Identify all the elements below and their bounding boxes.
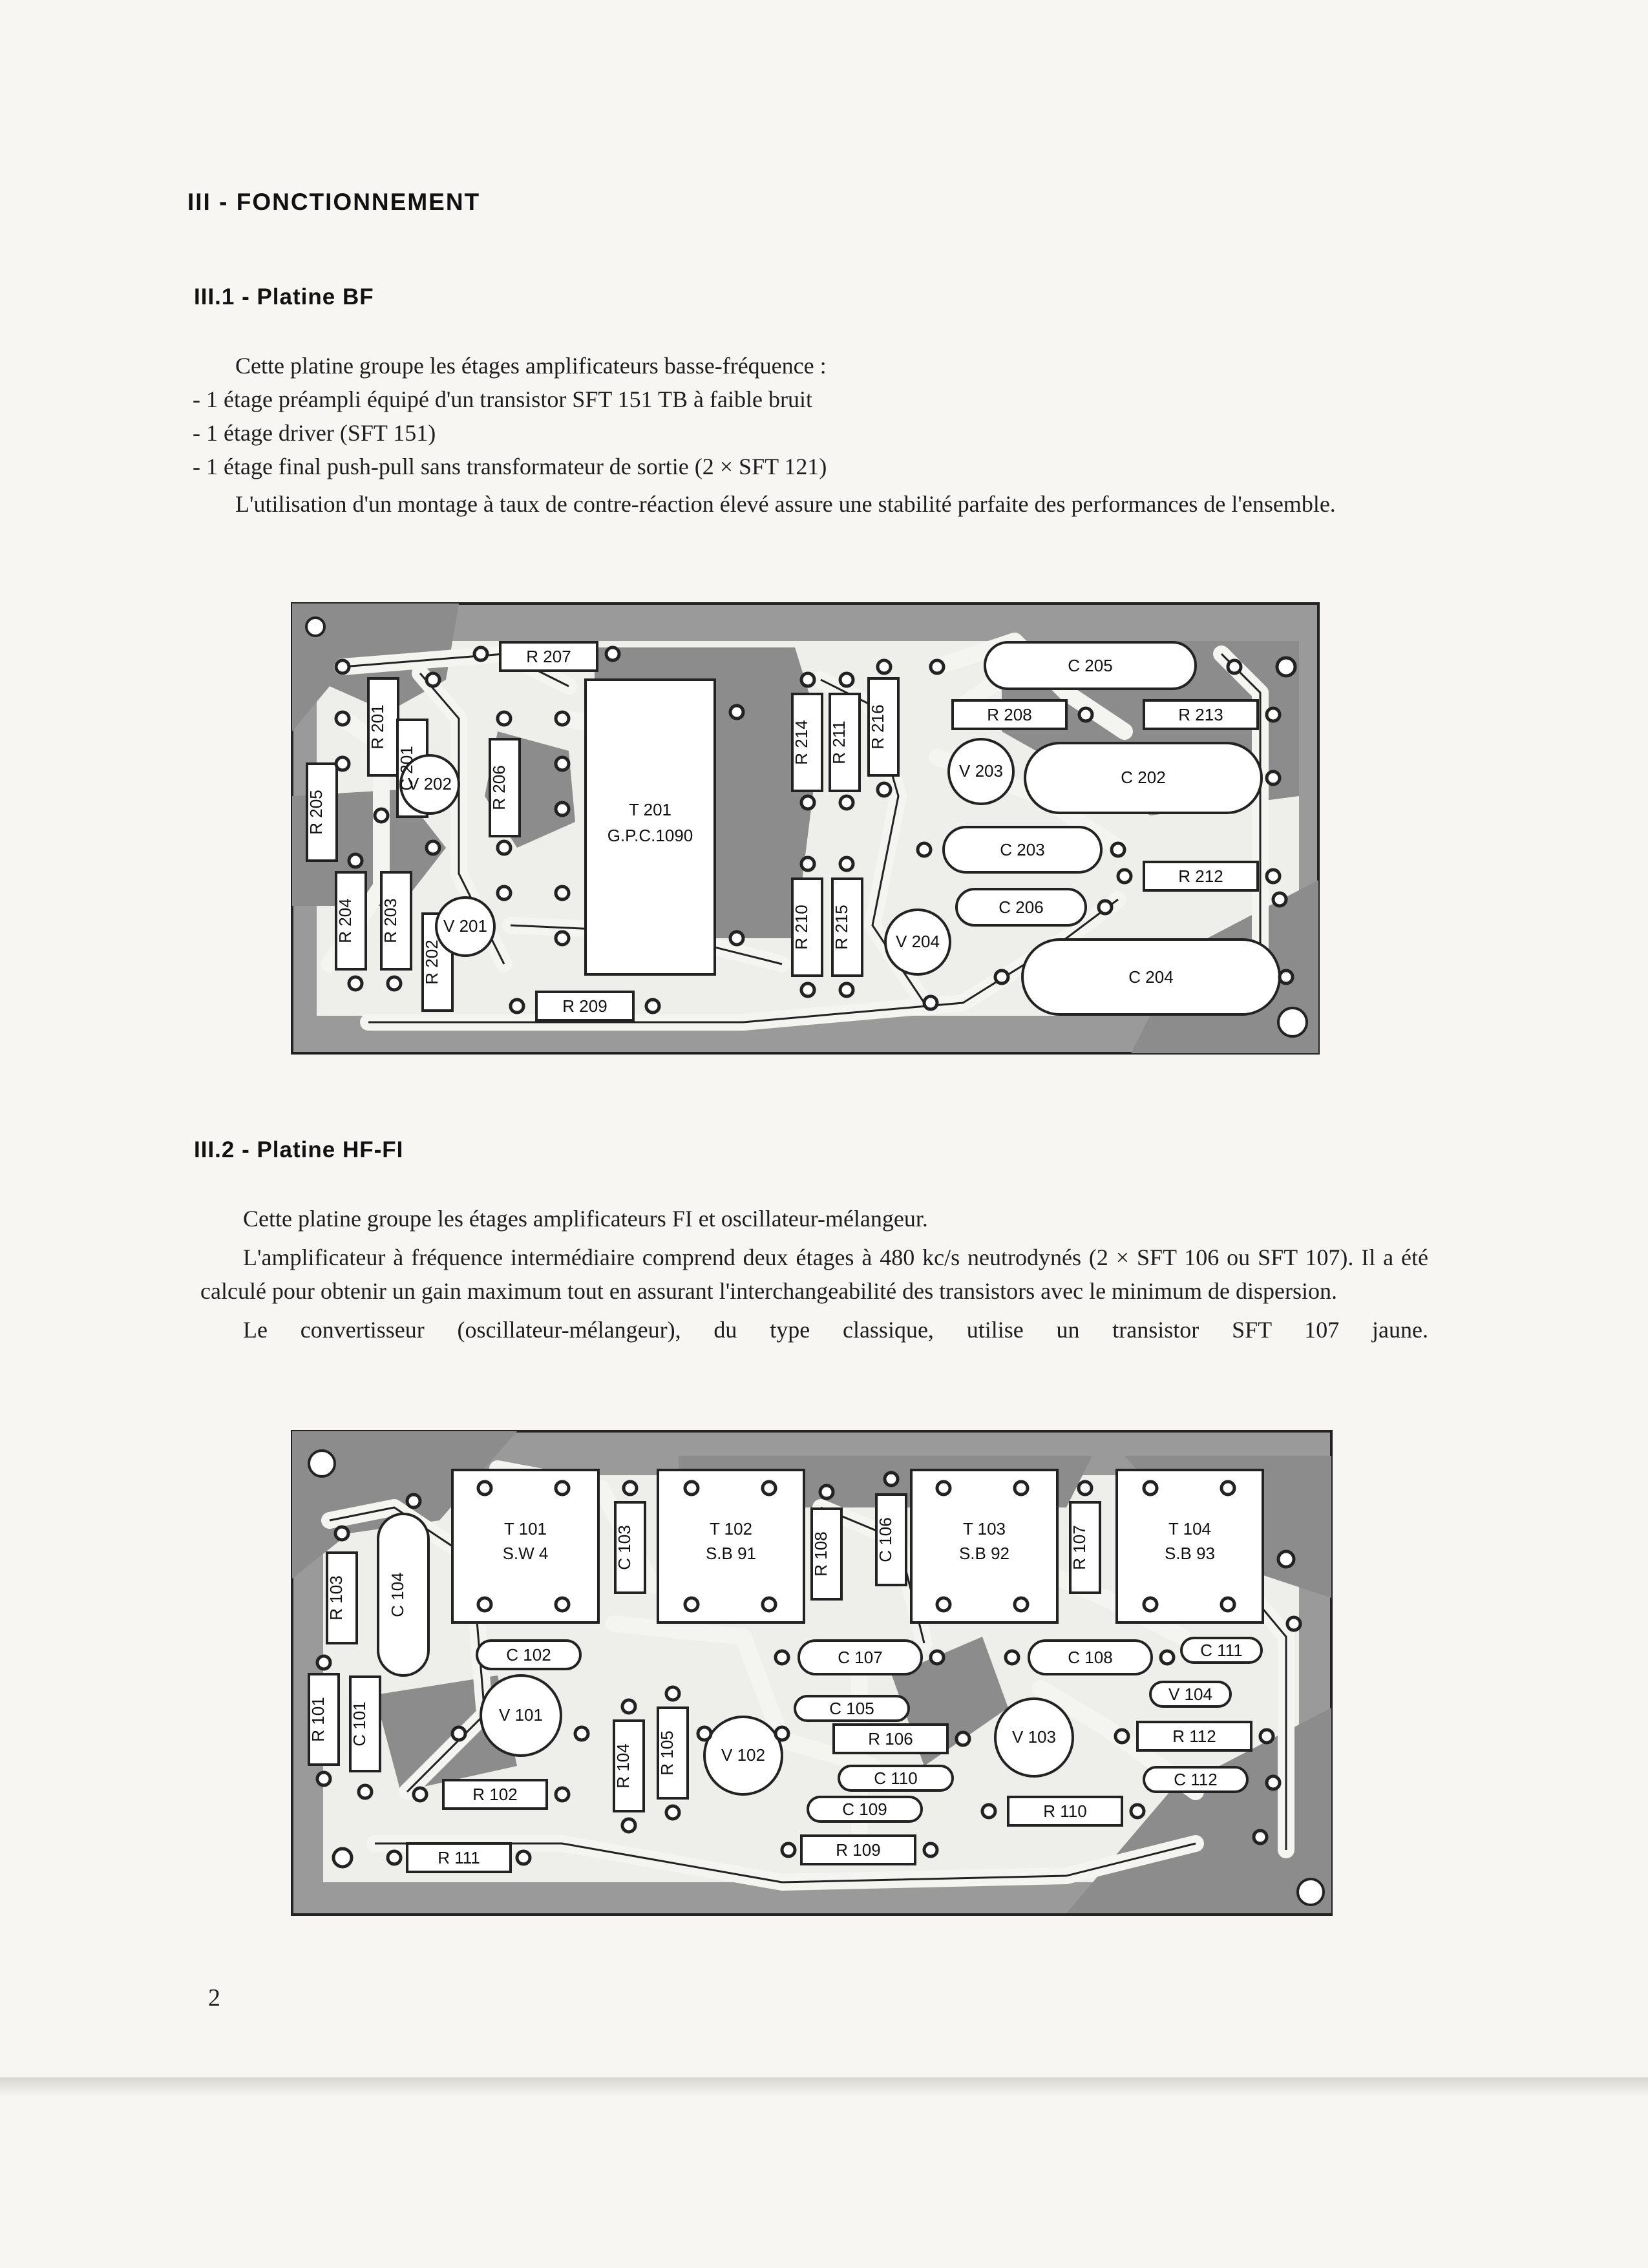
bf-label-r211: R 211 [829, 720, 849, 764]
bf-label-v203: V 203 [959, 761, 1003, 781]
bf-label-r202: R 202 [422, 940, 441, 985]
hf-label-v104: V 104 [1168, 1685, 1212, 1704]
hf-label-c105: C 105 [829, 1699, 874, 1718]
bf-label-v204: V 204 [896, 932, 940, 951]
hf-label-c112: C 112 [1174, 1770, 1218, 1789]
hf-label-r109: R 109 [836, 1840, 881, 1860]
hf-label-c110: C 110 [874, 1769, 918, 1788]
hf-label-r103: R 103 [326, 1575, 346, 1621]
hf-label-c101: C 101 [350, 1701, 369, 1747]
hf-label-sb92: S.B 92 [958, 1544, 1010, 1563]
hf-label-r110: R 110 [1043, 1801, 1087, 1821]
hf-description [200, 1202, 1428, 1347]
bf-label-c205: C 205 [1068, 656, 1113, 675]
page-edge-shadow [0, 2077, 1648, 2097]
hf-label-t101: T 101 [503, 1519, 547, 1538]
hf-label-sb91: S.B 91 [705, 1544, 757, 1563]
hf-label-v103: V 103 [1012, 1727, 1056, 1747]
bf-label-c203: C 203 [1000, 840, 1045, 859]
hf-label-c109: C 109 [842, 1800, 887, 1819]
bf-label-c206: C 206 [998, 898, 1044, 917]
hf-label-c106: C 106 [876, 1517, 895, 1562]
subsection-title-bf: III.1 - Platine BF [194, 284, 374, 310]
bf-label-c201: C 201 [397, 746, 416, 791]
bf-list-item: - 1 étage final push-pull sans transformateur de sortie (2 × SFT 121) [193, 454, 827, 479]
hf-label-t102: T 102 [709, 1519, 753, 1538]
hf-label-c111: C 111 [1200, 1641, 1243, 1660]
bf-label-r216: R 216 [868, 704, 887, 750]
bf-paragraph: L'utilisation d'un montage à taux de contre-réaction élevé assure une stabilité parfaite des performances de l'ensemble. [235, 491, 1336, 517]
hf-label-c104: C 104 [388, 1572, 407, 1617]
bf-label-r201: R 201 [368, 704, 387, 750]
hf-label-t103: T 103 [962, 1519, 1006, 1538]
hf-label-c108: C 108 [1068, 1648, 1113, 1667]
hf-label-r111: R 111 [438, 1848, 480, 1867]
bf-label-r203: R 203 [381, 898, 400, 943]
hf-label-c103: C 103 [615, 1525, 634, 1570]
hf-label-r112: R 112 [1172, 1727, 1216, 1746]
bf-label-r215: R 215 [832, 905, 851, 950]
hf-label-r108: R 108 [811, 1531, 830, 1577]
bf-label-r214: R 214 [792, 720, 811, 765]
bf-label-r209: R 209 [562, 996, 607, 1016]
bf-label-r206: R 206 [489, 765, 509, 810]
bf-list-item: - 1 étage préampli équipé d'un transistor SFT 151 TB à faible bruit [193, 386, 812, 412]
bf-label-gpc: G.P.C.1090 [607, 826, 693, 845]
hf-paragraph-2: L'amplificateur à fréquence intermédiaire comprend deux étages à 480 kc/s neutrodynés (2 × SFT 106 ou SFT 107). Il a été calculé pour obtenir un gain maximum tout en assurant l'interchangeabilité des transistors avec le minimum de dispersion. [200, 1244, 1428, 1304]
hf-paragraph-1: Cette platine groupe les étages amplificateurs FI et oscillateur-mélangeur. [243, 1206, 928, 1232]
hf-label-r104: R 104 [613, 1743, 633, 1789]
bf-label-r213: R 213 [1178, 705, 1223, 724]
hf-label-v101: V 101 [499, 1705, 543, 1725]
hf-label-sb93: S.B 93 [1164, 1544, 1216, 1563]
hf-label-r102: R 102 [472, 1785, 518, 1804]
section-heading: III - FONCTIONNEMENT [187, 189, 481, 215]
bf-label-r205: R 205 [306, 790, 326, 835]
bf-label-c202: C 202 [1121, 768, 1166, 787]
hf-label-c107: C 107 [838, 1648, 883, 1667]
bf-list-item: - 1 étage driver (SFT 151) [193, 420, 436, 446]
bf-label-r204: R 204 [335, 898, 355, 943]
page-number: 2 [208, 1984, 220, 2011]
hf-label-r107: R 107 [1070, 1525, 1089, 1570]
bf-label-t201: T 201 [628, 800, 672, 819]
hf-label-c102: C 102 [506, 1645, 551, 1664]
hf-label-v102: V 102 [721, 1745, 765, 1765]
subsection-title-hf: III.2 - Platine HF-FI [194, 1137, 404, 1162]
hf-label-sw4: S.W 4 [502, 1544, 549, 1563]
bf-label-c204: C 204 [1128, 967, 1174, 987]
bf-description [193, 349, 1428, 521]
hf-label-t104: T 104 [1168, 1519, 1212, 1538]
bf-label-v201: V 201 [443, 916, 487, 936]
bf-intro: Cette platine groupe les étages amplificateurs basse-fréquence : [235, 353, 827, 379]
hf-label-r106: R 106 [868, 1729, 913, 1748]
bf-circuit-board-diagram [291, 602, 1320, 1055]
bf-label-r208: R 208 [987, 705, 1032, 724]
bf-label-r210: R 210 [792, 905, 811, 950]
bf-label-r207: R 207 [526, 647, 571, 666]
bf-label-r212: R 212 [1178, 866, 1223, 886]
hf-label-r101: R 101 [308, 1697, 328, 1742]
hf-fi-circuit-board-diagram [291, 1430, 1333, 1916]
hf-paragraph-3: Le convertisseur (oscillateur-mélangeur), du type classique, utilise un transistor SFT 107 jaune. [243, 1317, 1428, 1343]
hf-label-r105: R 105 [657, 1730, 677, 1776]
bf-label-v202: V 202 [408, 774, 452, 793]
